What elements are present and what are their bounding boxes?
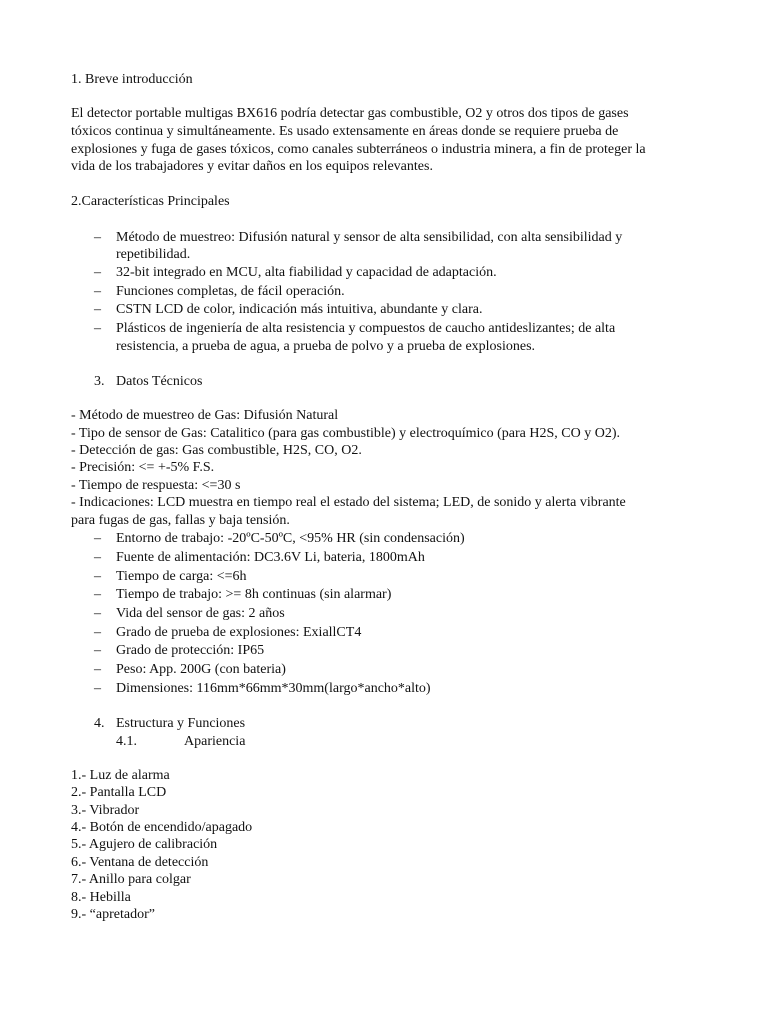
feature-2: 32-bit integrado en MCU, alta fiabilidad y capacidad de adaptación. (116, 265, 497, 280)
part-item-1: 1.- Luz de alarma (71, 768, 170, 783)
intro-line-2: tóxicos continua y simultáneamente. Es usado extensamente en áreas donde se requiere prueba de (71, 124, 619, 139)
spec-bullet-7: Grado de protección: IP65 (116, 643, 265, 658)
feature-5-line-2: resistencia, a prueba de agua, a prueba de polvo y a prueba de explosiones. (116, 339, 536, 354)
spec-bullet-8: Peso: App. 200G (con bateria) (116, 662, 286, 677)
bullet-dash: – (94, 550, 101, 565)
part-item-3: 3.- Vibrador (71, 803, 140, 818)
spec-line-3: - Detección de gas: Gas combustible, H2S, CO, O2. (71, 443, 362, 458)
feature-4: CSTN LCD de color, indicación más intuitiva, abundante y clara. (116, 302, 483, 317)
subsection-number: 4.1. (116, 734, 137, 749)
spec-bullet-2: Fuente de alimentación: DC3.6V Li, bateria, 1800mAh (116, 550, 425, 565)
section-2-heading: 2.Características Principales (71, 194, 230, 209)
feature-1-line-2: repetibilidad. (116, 247, 191, 262)
intro-line-4: vida de los trabajadores y evitar daños en los equipos relevantes. (71, 159, 433, 174)
bullet-dash: – (94, 625, 101, 640)
part-item-7: 7.- Anillo para colgar (71, 872, 191, 887)
bullet-dash: – (94, 302, 101, 317)
feature-5-line-1: Plásticos de ingeniería de alta resistencia y compuestos de caucho antideslizantes; de alta (116, 321, 616, 336)
bullet-dash: – (94, 643, 101, 658)
section-3-number: 3. (94, 374, 105, 389)
spec-bullet-9: Dimensiones: 116mm*66mm*30mm(largo*ancho*alto) (116, 681, 431, 696)
bullet-dash: – (94, 606, 101, 621)
section-3-heading: Datos Técnicos (116, 374, 203, 389)
spec-line-6: - Indicaciones: LCD muestra en tiempo real el estado del sistema; LED, de sonido y alerta vibrante (71, 495, 626, 510)
bullet-dash: – (94, 569, 101, 584)
bullet-dash: – (94, 587, 101, 602)
part-item-9: 9.- “apretador” (71, 907, 155, 922)
spec-line-1: - Método de muestreo de Gas: Difusión Natural (71, 408, 339, 423)
bullet-dash: – (94, 681, 101, 696)
bullet-dash: – (94, 662, 101, 677)
part-item-4: 4.- Botón de encendido/apagado (71, 820, 253, 835)
intro-line-3: explosiones y fuga de gases tóxicos, como canales subterráneos o industria minera, a fin de proteger la (71, 142, 646, 157)
spec-bullet-5: Vida del sensor de gas: 2 años (116, 606, 285, 621)
part-item-5: 5.- Agujero de calibración (71, 837, 218, 852)
section-1-heading: 1. Breve introducción (71, 72, 193, 87)
feature-1-line-1: Método de muestreo: Difusión natural y sensor de alta sensibilidad, con alta sensibilidad y (116, 230, 623, 245)
section-4-heading: Estructura y Funciones (116, 716, 246, 731)
part-item-2: 2.- Pantalla LCD (71, 785, 167, 800)
spec-line-5: - Tiempo de respuesta: <=30 s (71, 478, 241, 493)
part-item-8: 8.- Hebilla (71, 890, 131, 905)
spec-bullet-6: Grado de prueba de explosiones: ExiallCT4 (116, 625, 362, 640)
spec-bullet-3: Tiempo de carga: <=6h (116, 569, 247, 584)
spec-line-4: - Precisión: <= +-5% F.S. (71, 460, 215, 475)
bullet-dash: – (94, 531, 101, 546)
section-4-number: 4. (94, 716, 105, 731)
bullet-dash: – (94, 230, 101, 245)
bullet-dash: – (94, 321, 101, 336)
feature-3: Funciones completas, de fácil operación. (116, 284, 345, 299)
spec-bullet-4: Tiempo de trabajo: >= 8h continuas (sin alarmar) (116, 587, 392, 602)
bullet-dash: – (94, 284, 101, 299)
spec-line-7: para fugas de gas, fallas y baja tensión. (71, 513, 290, 528)
intro-line-1: El detector portable multigas BX616 podría detectar gas combustible, O2 y otros dos tipos de gases (71, 106, 629, 121)
spec-line-2: - Tipo de sensor de Gas: Catalitico (para gas combustible) y electroquímico (para H2S, CO y O2). (71, 426, 620, 441)
bullet-dash: – (94, 265, 101, 280)
spec-bullet-1: Entorno de trabajo: -20ºC-50ºC, <95% HR (sin condensación) (116, 531, 465, 546)
part-item-6: 6.- Ventana de detección (71, 855, 209, 870)
subsection-heading: Apariencia (184, 734, 246, 749)
